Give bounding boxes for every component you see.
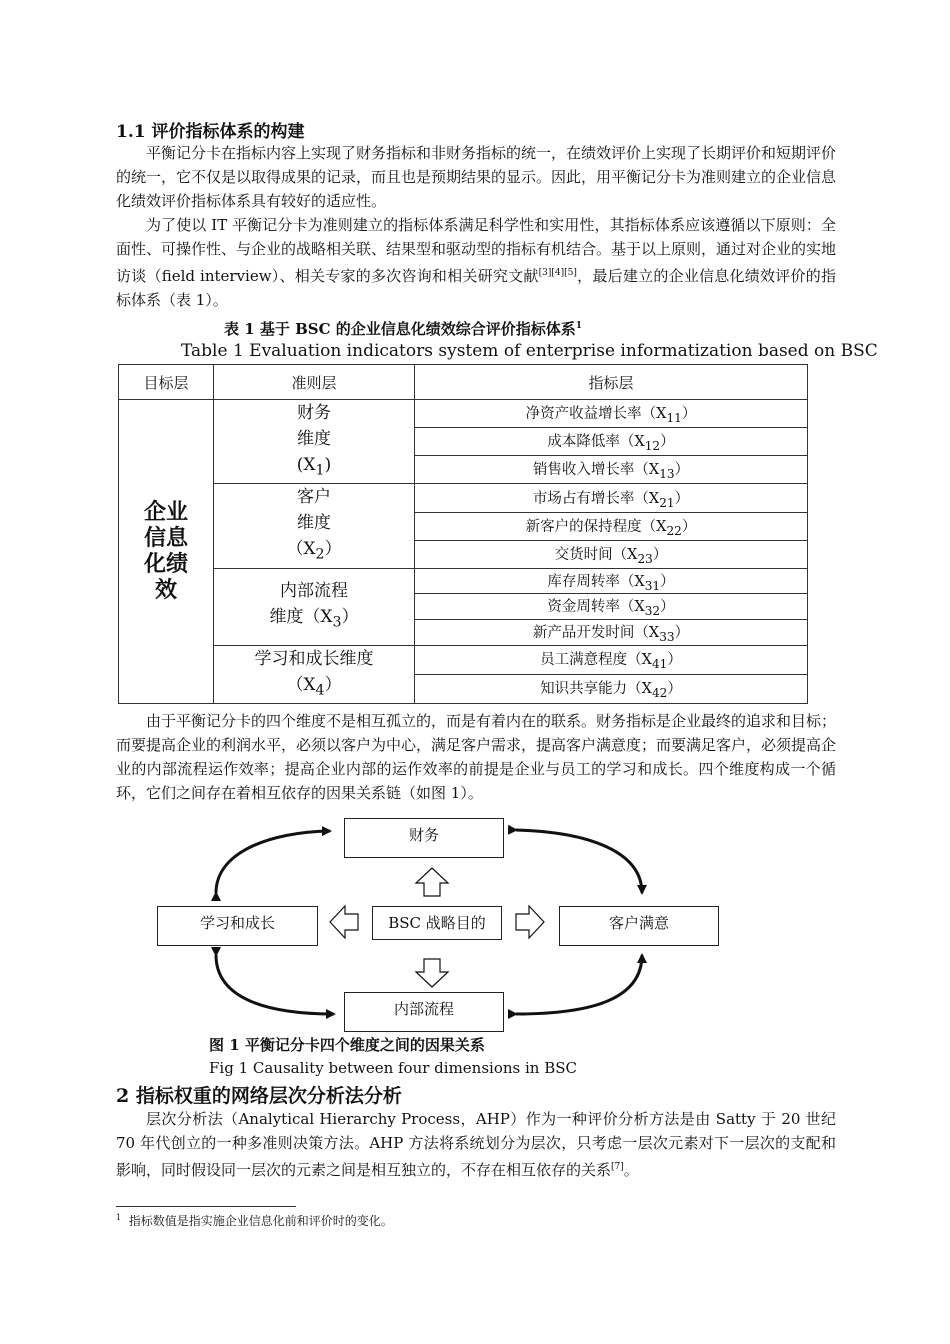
footnote: $^1$ 指标数值是指实施企业信息化前和评价时的变化。 — [116, 1213, 393, 1228]
dimension-process: 内部流程 维度$(X_3)$ — [214, 568, 415, 645]
indicator-x13: 销售收入增长率$(X_{13})$ — [415, 456, 808, 484]
arrow-process-to-customer — [516, 955, 642, 1014]
figure1-caption-cn: 图 1 平衡记分卡四个维度之间的因果关系 — [209, 1036, 485, 1054]
table1-caption-en: Table 1 Evaluation indicators system of enterprise informatization based on BSC — [181, 341, 878, 361]
section-title-1-1: 1.1 评价指标体系的构建 — [116, 122, 305, 142]
arrow-learning-to-finance — [216, 831, 330, 893]
indicator-x11: 净资产收益增长率$(X_{11})$ — [415, 400, 808, 428]
paragraph-1: 平衡记分卡在指标内容上实现了财务指标和非财务指标的统一，在绩效评价上实现了长期评价和短期评价的统一，它不仅是以取得成果的记录，而且也是预期结果的显示。因此，用平衡记分卡为准则建立的企业信息化绩效评价指标体系具有较好的适应性。 — [116, 144, 837, 210]
indicator-x32: 资金周转率$(X_{32})$ — [415, 594, 808, 620]
dimension-learning: 学习和成长维度 $(X_4)$ — [214, 645, 415, 703]
indicator-x42: 知识共享能力$(X_{42})$ — [415, 674, 808, 703]
box-finance: 财务 — [344, 818, 504, 858]
table-header-indicator: 指标层 — [415, 365, 808, 400]
hollow-arrow-left — [330, 906, 358, 938]
indicator-x22: 新客户的保持程度$(X_{22})$ — [415, 512, 808, 540]
paragraph-2: 为了使以 IT 平衡记分卡为准则建立的指标体系满足科学性和实用性，其指标体系应该遵循以下原则：全面性、可操作性、与企业的战略相关联、结果型和驱动型的指标有机结合。基于以上原则，通过对企业的实地访谈（field interview）、相关专家的多次咨询和相关研究文献[3][4][5]，最后建立的企业信息化绩效评价的指标体系（表 1）。 — [116, 216, 837, 309]
box-internal-process: 内部流程 — [344, 992, 504, 1032]
hollow-arrow-right — [516, 906, 544, 938]
table-header-criteria: 准则层 — [214, 365, 415, 400]
section-title-2: 2 指标权重的网络层次分析法分析 — [116, 1085, 402, 1107]
table-header-goal: 目标层 — [119, 365, 214, 400]
box-learning-growth: 学习和成长 — [157, 906, 318, 946]
indicator-table — [118, 364, 808, 704]
paragraph-4: 层次分析法（Analytical Hierarchy Process，AHP）作为一种评价分析方法是由 Satty 于 20 世纪 70 年代创立的一种多准则决策方法。AHP 方法将系统划分为层次，只考虑一层次元素对下一层次的支配和影响，同时假设同一层次的元素之间是相互独立的，不存在相互依存的关系[7]。 — [116, 1110, 836, 1179]
citation-7: [7] — [611, 1162, 624, 1172]
indicator-x41: 员工满意程度$(X_{41})$ — [415, 645, 808, 674]
arrow-learning-to-process — [216, 955, 334, 1014]
indicator-x21: 市场占有增长率$(X_{21})$ — [415, 484, 808, 512]
hollow-arrow-down — [416, 959, 448, 987]
footnote-divider — [116, 1206, 296, 1207]
hollow-arrow-up — [416, 868, 448, 896]
dimension-finance: 财务 维度 $(X_1)$ — [214, 400, 415, 484]
goal-cell: 企业信息化绩效 — [119, 400, 214, 704]
arrow-finance-to-customer — [516, 830, 642, 893]
indicator-x31: 库存周转率$(X_{31})$ — [415, 568, 808, 594]
table1-caption-cn: 表 1 基于 BSC 的企业信息化绩效综合评价指标体系$^1$ — [224, 320, 583, 338]
indicator-x33: 新产品开发时间$(X_{33})$ — [415, 619, 808, 645]
citation-3-4-5: [3][4][5] — [538, 268, 577, 278]
box-customer-satisfaction: 客户满意 — [559, 906, 719, 946]
paragraph-3: 由于平衡记分卡的四个维度不是相互孤立的，而是有着内在的联系。财务指标是企业最终的追求和目标；而要提高企业的利润水平，必须以客户为中心，满足客户需求，提高客户满意度；而要满足客户，必须提高企业的内部流程运作效率；提高企业内部的运作效率的前提是企业与员工的学习和成长。四个维度构成一个循环，它们之间存在着相互依存的因果关系链（如图 1）。 — [116, 712, 837, 802]
box-bsc-strategy: BSC 战略目的 — [372, 906, 502, 940]
dimension-customer: 客户 维度 $(X_2)$ — [214, 484, 415, 568]
figure1-caption-en: Fig 1 Causality between four dimensions in BSC — [209, 1059, 577, 1077]
indicator-x12: 成本降低率$(X_{12})$ — [415, 428, 808, 456]
indicator-x23: 交货时间$(X_{23})$ — [415, 540, 808, 568]
